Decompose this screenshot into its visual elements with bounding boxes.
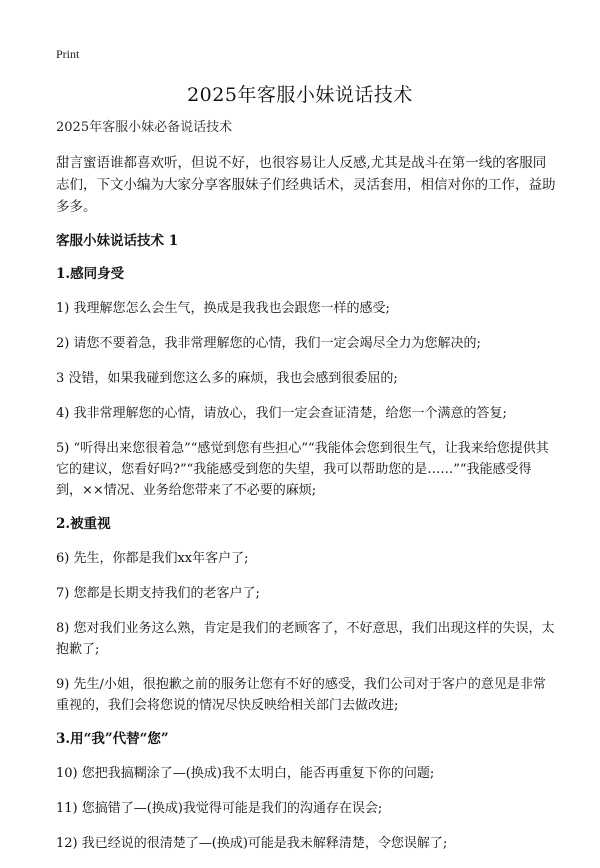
list-item: 3 没错，如果我碰到您这么多的麻烦，我也会感到很委屈的; (56, 371, 398, 386)
list-item: 4) 我非常理解您的心情，请放心，我们一定会查证清楚，给您一个满意的答复; (56, 406, 507, 421)
list-item: 5) “听得出来您很着急”“感觉到您有些担心”“我能体会您到很生气，让我来给您提供其它的建议，您看好吗?”“我能感受到您的失望，我可以帮助您的是……”“我能感受得到，××情况、业务给您带来了不必要的麻烦; (56, 441, 549, 498)
list-item: 8) 您对我们业务这么熟，肯定是我们的老顾客了，不好意思，我们出现这样的失误，太抱歉了; (56, 621, 555, 657)
list-item: 7) 您都是长期支持我们的老客户了; (56, 586, 260, 601)
list-item: 6) 先生，你都是我们xx年客户了; (56, 551, 249, 566)
list-item: 1) 我理解您怎么会生气，换成是我我也会跟您一样的感受; (56, 301, 390, 316)
list-item: 11) 您搞错了—(换成)我觉得可能是我们的沟通存在误会; (56, 801, 383, 816)
list-item: 9) 先生/小姐，很抱歉之前的服务让您有不好的感受，我们公司对于客户的意见是非常重视的，我们会将您说的情况尽快反映给相关部门去做改进; (56, 677, 546, 713)
document-subtitle: 2025年客服小妹必备说话技术 (56, 120, 233, 135)
list-item: 12) 我已经说的很清楚了—(换成)可能是我未解释清楚，令您误解了; (56, 836, 448, 851)
section-heading-main: 客服小妹说话技术 1 (56, 233, 179, 249)
group-heading-valued: 2.被重视 (56, 516, 111, 532)
list-item: 2) 请您不要着急，我非常理解您的心情，我们一定会竭尽全力为您解决的; (56, 336, 481, 351)
list-item: 10) 您把我搞糊涂了—(换成)我不太明白，能否再重复下你的问题; (56, 766, 435, 781)
document-body (56, 119, 556, 868)
group-heading-use-i: 3.用“我”代替“您” (56, 731, 169, 747)
group-heading-empathy: 1.感同身受 (56, 266, 125, 282)
page-title: 2025年客服小妹说话技术 (187, 84, 413, 106)
intro-paragraph: 甜言蜜语谁都喜欢听，但说不好，也很容易让人反感,尤其是战斗在第一线的客服同志们，下文小编为大家分享客服妹子们经典话术，灵活套用，相信对你的工作，益助多多。 (56, 155, 556, 215)
print-label: Print (56, 47, 80, 61)
